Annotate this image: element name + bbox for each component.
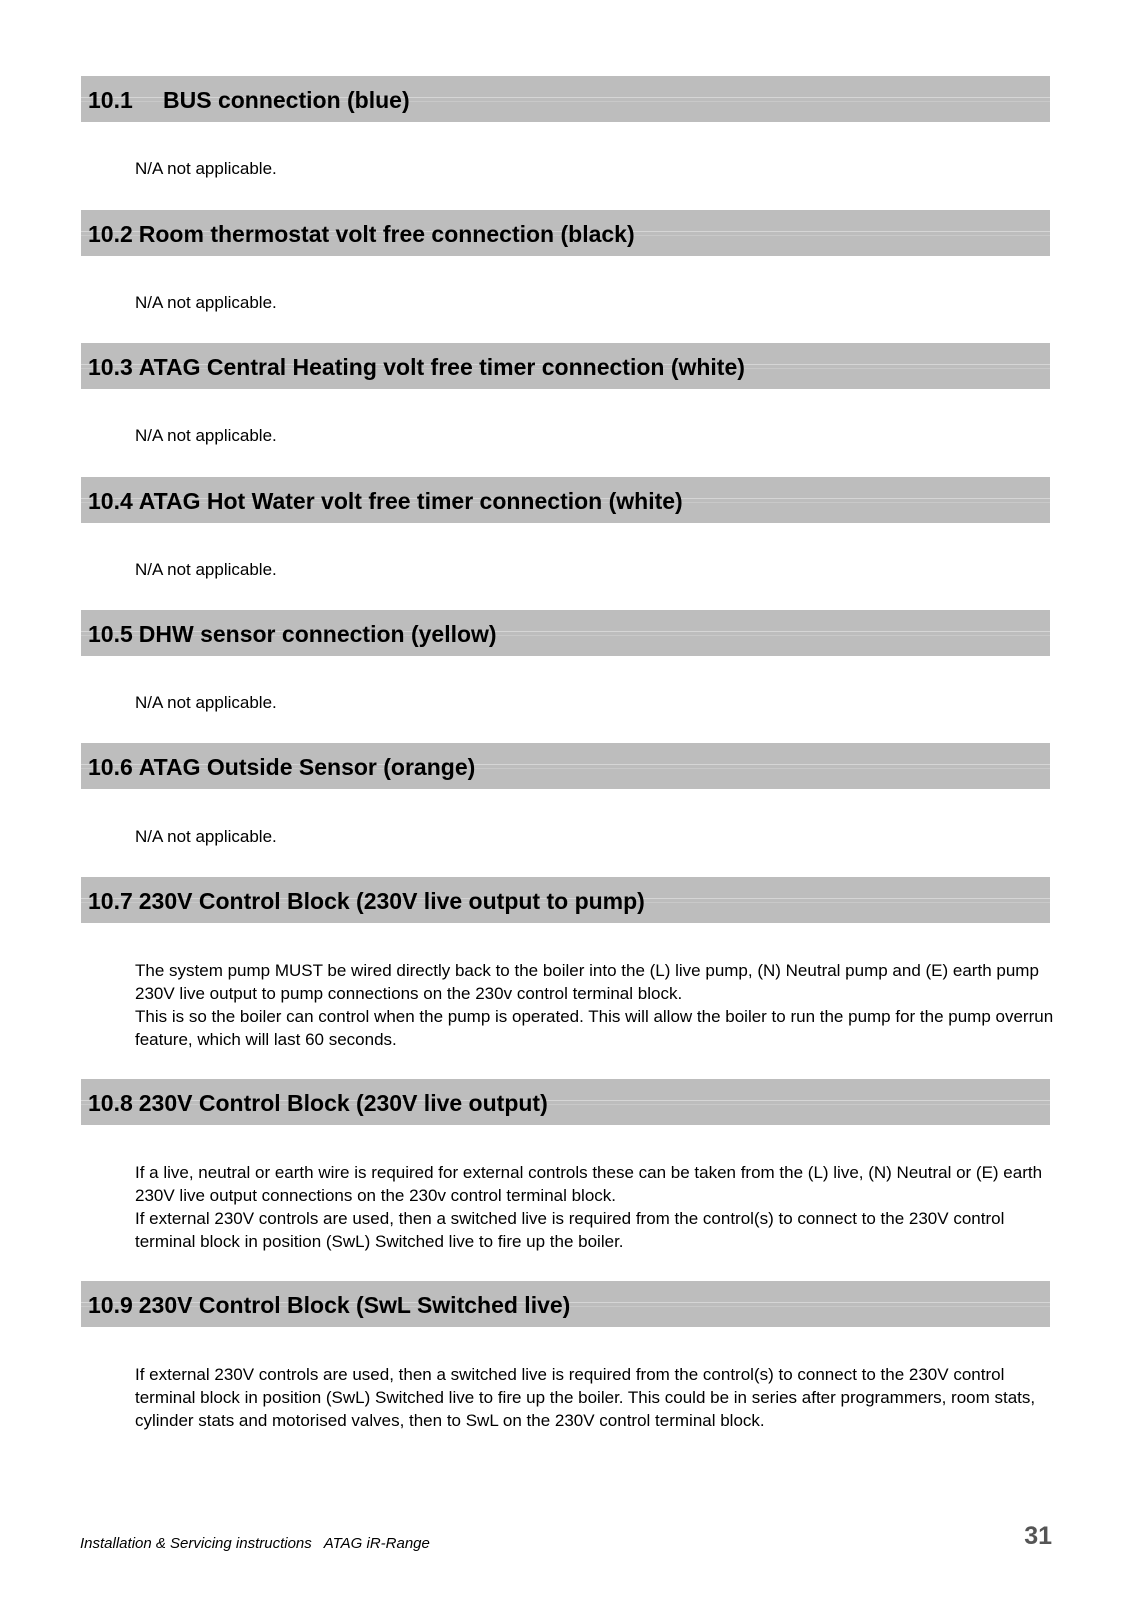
section-heading-bar <box>81 610 1050 656</box>
section-title: ATAG Central Heating volt free timer connection (white) <box>138 354 745 380</box>
section-number: 10.6 <box>88 754 133 780</box>
section-title: ATAG Outside Sensor (orange) <box>138 754 476 780</box>
section-heading <box>88 754 475 780</box>
section-number: 10.2 <box>88 221 133 247</box>
section-paragraph: If external 230V controls are used, then a switched live is required from the control(s) to connect to the 230V control terminal block in position (SwL) Switched live to fire up the boiler. This could be in series after programmers, room stats, cylinder stats and motorised valves, then to SwL on the 230V control terminal block. <box>135 1365 1036 1430</box>
page-number: 31 <box>1024 1522 1052 1550</box>
section-heading-bar <box>81 477 1050 523</box>
section-heading-bar <box>81 1281 1050 1327</box>
section-heading-bar <box>81 743 1050 789</box>
section-title: BUS connection (blue) <box>163 87 410 113</box>
section-paragraph: This is so the boiler can control when the pump is operated. This will allow the boiler to run the pump for the pump overrun feature, which will last 60 seconds. <box>135 1007 1054 1049</box>
section-title: DHW sensor connection (yellow) <box>138 621 497 647</box>
section-heading <box>88 354 745 380</box>
section-title: 230V Control Block (230V live output to pump) <box>138 888 645 914</box>
section-heading <box>88 621 497 647</box>
section-number: 10.7 <box>88 888 133 914</box>
section-heading-bar <box>81 877 1050 923</box>
section-heading-bar <box>81 1079 1050 1125</box>
section-heading <box>88 1090 548 1116</box>
section-paragraph: If a live, neutral or earth wire is required for external controls these can be taken from the (L) live, (N) Neutral or (E) earth 230V live output connections on the 230v control terminal block. <box>135 1163 1043 1205</box>
section-title: Room thermostat volt free connection (black) <box>138 221 635 247</box>
section-paragraph: N/A not applicable. <box>135 827 277 846</box>
section-number: 10.4 <box>88 488 133 514</box>
section-paragraph: N/A not applicable. <box>135 426 277 445</box>
section-paragraph: N/A not applicable. <box>135 293 277 312</box>
section-paragraph: N/A not applicable. <box>135 560 277 579</box>
footer-document-title: Installation & Servicing instructions ATAG iR-Range <box>80 1535 430 1552</box>
section-heading <box>88 1292 570 1318</box>
section-number: 10.9 <box>88 1292 133 1318</box>
section-title: 230V Control Block (SwL Switched live) <box>138 1292 571 1318</box>
section-paragraph: If external 230V controls are used, then a switched live is required from the control(s) to connect to the 230V control terminal block in position (SwL) Switched live to fire up the boiler. <box>135 1209 1005 1251</box>
section-heading-bar <box>81 76 1050 122</box>
section-heading-bar <box>81 210 1050 256</box>
section-heading-bar <box>81 343 1050 389</box>
section-number: 10.1 <box>88 87 133 113</box>
section-title: 230V Control Block (230V live output) <box>138 1090 548 1116</box>
section-number: 10.5 <box>88 621 133 647</box>
section-paragraph: N/A not applicable. <box>135 159 277 178</box>
section-number: 10.3 <box>88 354 133 380</box>
section-number: 10.8 <box>88 1090 133 1116</box>
section-paragraph: The system pump MUST be wired directly back to the boiler into the (L) live pump, (N) Neutral pump and (E) earth pump 230V live output to pump connections on the 230v control terminal block. <box>135 961 1039 1003</box>
section-heading <box>88 888 645 914</box>
section-title: ATAG Hot Water volt free timer connection (white) <box>138 488 683 514</box>
section-heading <box>88 87 410 113</box>
section-heading <box>88 221 635 247</box>
section-heading <box>88 488 683 514</box>
section-paragraph: N/A not applicable. <box>135 693 277 712</box>
